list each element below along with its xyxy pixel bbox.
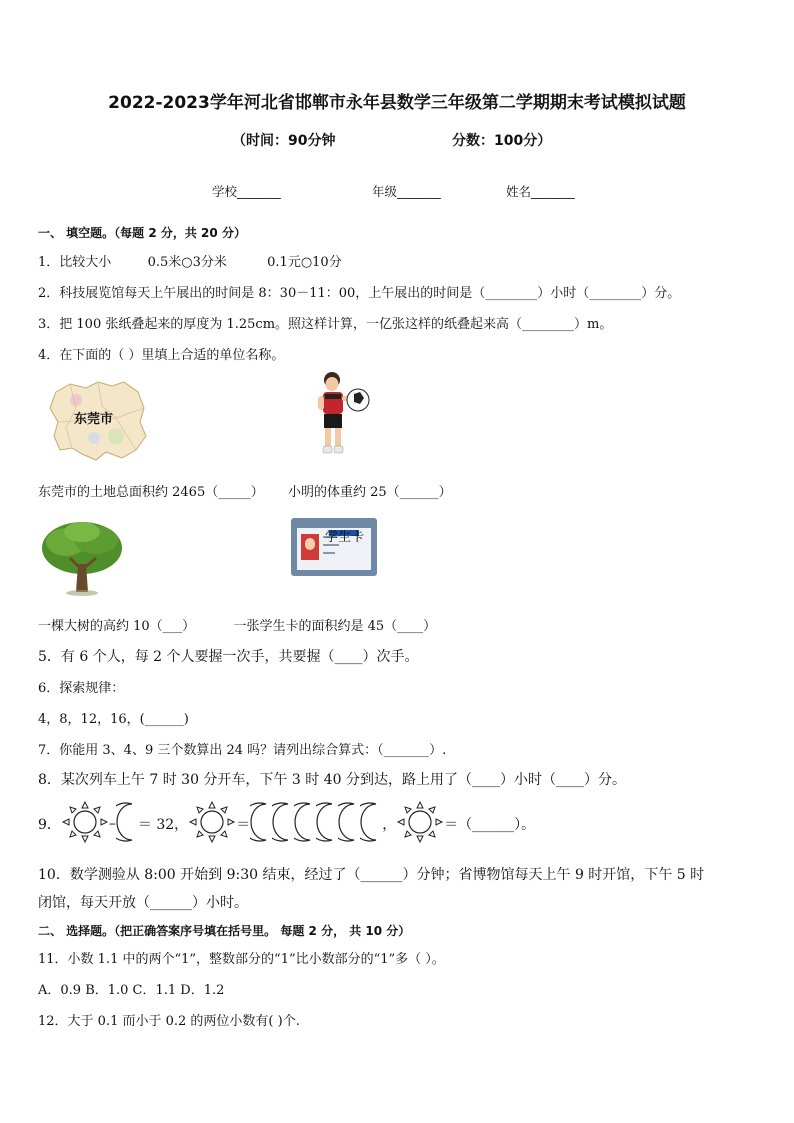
- question-8: 8．某次列车上午 7 时 30 分开车，下午 3 时 40 分到达，路上用了（____）小时（____）分。: [38, 772, 626, 788]
- question-1: [38, 251, 342, 270]
- question-10-line-1: 10．数学测验从 8:00 开始到 9:30 结束，经过了（______）分钟；省博物馆每天上午 9 时开馆，下午 5 时: [38, 867, 705, 883]
- question-9-result-1: ＝ 32，: [137, 817, 189, 833]
- question-7: 7．你能用 3、4、9 三个数算出 24 吗？请列出综合算式：（_______）.: [38, 743, 447, 758]
- question-9: [38, 800, 535, 848]
- moon-icon: [116, 801, 138, 847]
- question-9-equals: ＝: [236, 817, 251, 833]
- name-field: 姓名_______: [506, 184, 575, 199]
- question-9-minus: –: [108, 816, 116, 832]
- question-4-land-area: 东莞市的土地总面积约 2465（_____）: [38, 485, 264, 500]
- section-2-heading: 二、 选择题。（把正确答案序号填在括号里。 每题 2 分， 共 10 分）: [38, 924, 411, 938]
- question-6-sequence: 4，8，12，16，(______): [38, 712, 189, 727]
- moon-icon: [316, 801, 338, 847]
- question-9-label: 9．: [38, 817, 61, 833]
- moon-icon: [338, 801, 360, 847]
- tree-image: [40, 518, 124, 596]
- question-5: 5．有 6 个人，每 2 个人要握一次手，共要握（____）次手。: [38, 649, 419, 665]
- exam-time: （时间：90分钟: [232, 133, 336, 149]
- moon-icon: [294, 801, 316, 847]
- question-4-row-1: [38, 481, 452, 500]
- map-image: [46, 378, 150, 464]
- moon-icon: [250, 801, 272, 847]
- school-field: 学校_______: [212, 184, 281, 199]
- question-2: 2．科技展览馆每天上午展出的时间是 8：30－11：00，上午展出的时间是（________）小时（________）分。: [38, 286, 681, 301]
- question-3: 3．把 100 张纸叠起来的厚度为 1.25cm。照这样计算，一亿张这样的纸叠起来高（________）m。: [38, 317, 613, 332]
- question-1-part-b: 0.1元○10分: [267, 255, 342, 270]
- moon-icon: [360, 801, 382, 847]
- sun-icon: [61, 800, 109, 848]
- question-9-comma: ，: [382, 817, 397, 833]
- boy-image: [314, 370, 372, 458]
- question-1-part-a: 0.5米○3分米: [147, 255, 227, 270]
- question-9-result-3: ＝（______）。: [444, 817, 536, 833]
- grade-field: 年级_______: [372, 184, 441, 199]
- question-6: 6．探索规律：: [38, 681, 125, 696]
- question-4-weight: 小明的体重约 25（______）: [288, 485, 452, 500]
- exam-score: 分数：100分）: [452, 133, 552, 149]
- question-4: 4．在下面的（ ）里填上合适的单位名称。: [38, 348, 285, 363]
- question-4-card-area: 一张学生卡的面积约是 45（____）: [233, 619, 437, 634]
- question-11: 11．小数 1.1 中的两个“1”，整数部分的“1”比小数部分的“1”多（ ）。: [38, 952, 445, 967]
- student-card-image: [291, 518, 377, 576]
- map-label: 东莞市: [74, 412, 114, 427]
- section-1-heading: 一、 填空题。（每题 2 分，共 20 分）: [38, 226, 246, 240]
- question-12: 12．大于 0.1 而小于 0.2 的两位小数有( )个.: [38, 1014, 300, 1029]
- sun-icon: [396, 800, 444, 848]
- question-4-tree-height: 一棵大树的高约 10（___）: [38, 619, 196, 634]
- student-card-label: 学生卡: [325, 530, 365, 545]
- question-4-row-2: [38, 615, 436, 634]
- question-11-options: A．0.9 B．1.0 C．1.1 D．1.2: [38, 983, 225, 998]
- page-title: 2022-2023学年河北省邯郸市永年县数学三年级第二学期期末考试模拟试题: [108, 93, 686, 113]
- question-1-label: 1．比较大小: [38, 255, 112, 270]
- moon-icon: [272, 801, 294, 847]
- question-10-line-2: 闭馆，每天开放（______）小时。: [38, 895, 248, 911]
- sun-icon: [188, 800, 236, 848]
